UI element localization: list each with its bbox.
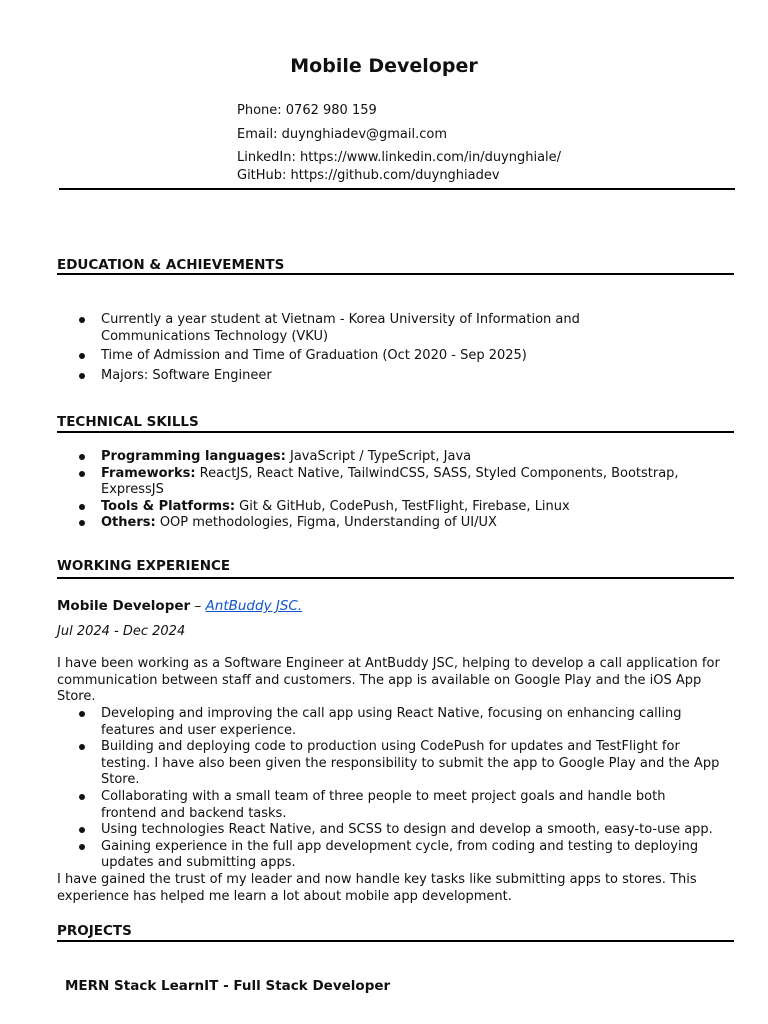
list-item: Tools & Platforms: Git & GitHub, CodePush, TestFlight, Firebase, Linux [101, 499, 679, 516]
list-item-continuation: ExpressJS [101, 482, 164, 498]
contact-github: GitHub: https://github.com/duynghiadev [237, 168, 500, 183]
job-dates: Jul 2024 - Dec 2024 [57, 624, 186, 639]
bullet-icon [79, 454, 85, 460]
list-item-continuation: features and user experience. [101, 722, 297, 738]
list-item-continuation: frontend and backend tasks. [101, 805, 287, 821]
job-title-line [57, 598, 302, 614]
company-link[interactable]: AntBuddy JSC. [205, 598, 303, 614]
section-heading-education: EDUCATION & ACHIEVEMENTS [57, 257, 285, 273]
bullet-icon [79, 353, 85, 359]
header-divider [59, 188, 735, 190]
section-heading-projects: PROJECTS [57, 923, 132, 939]
job-bullets [101, 706, 719, 872]
contact-linkedin: LinkedIn: https://www.linkedin.com/in/duynghiale/ [237, 150, 562, 165]
bullet-icon [79, 373, 85, 379]
bullet-icon [79, 744, 85, 750]
bullet-icon [79, 711, 85, 717]
bullet-icon [79, 317, 85, 323]
list-item: Gaining experience in the full app development cycle, from coding and testing to deploying [101, 839, 719, 856]
list-item-continuation: updates and submitting apps. [101, 855, 296, 871]
list-item: Using technologies React Native, and SCSS to design and develop a smooth, easy-to-use app. [101, 822, 719, 839]
project-title: MERN Stack LearnIT - Full Stack Developer [65, 978, 391, 994]
bullet-icon [79, 504, 85, 510]
list-item: Developing and improving the call app using React Native, focusing on enhancing calling [101, 706, 719, 723]
bullet-icon [79, 827, 85, 833]
bullet-icon [79, 794, 85, 800]
list-item: Collaborating with a small team of three people to meet project goals and handle both [101, 789, 719, 806]
section-divider-skills [57, 431, 734, 433]
section-heading-skills: TECHNICAL SKILLS [57, 414, 199, 430]
list-item: Time of Admission and Time of Graduation (Oct 2020 - Sep 2025) [101, 348, 580, 365]
contact-phone: Phone: 0762 980 159 [237, 103, 377, 118]
list-item-continuation: Communications Technology (VKU) [101, 328, 329, 344]
skills-list [101, 449, 679, 532]
list-item: Others: OOP methodologies, Figma, Understanding of UI/UX [101, 515, 679, 532]
list-item: Currently a year student at Vietnam - Korea University of Information and [101, 312, 580, 329]
section-divider-education [57, 273, 734, 275]
page-title: Mobile Developer [290, 55, 478, 77]
job-separator: – [190, 598, 206, 614]
list-item: Majors: Software Engineer [101, 368, 580, 385]
list-item: Building and deploying code to production using CodePush for updates and TestFlight for [101, 739, 719, 756]
section-divider-projects [57, 940, 734, 942]
list-item-continuation: testing. I have also been given the responsibility to submit the app to Google Play and the App [101, 755, 720, 771]
bullet-icon [79, 471, 85, 477]
section-heading-experience: WORKING EXPERIENCE [57, 558, 231, 574]
bullet-icon [79, 844, 85, 850]
list-item: Programming languages: JavaScript / TypeScript, Java [101, 449, 679, 466]
job-role: Mobile Developer [57, 598, 191, 614]
contact-email: Email: duynghiadev@gmail.com [237, 127, 448, 142]
list-item-continuation: Store. [101, 772, 140, 788]
section-divider-experience [57, 577, 734, 579]
job-outro: I have gained the trust of my leader and now handle key tasks like submitting apps to stores. This experience has helped me learn a lot about mobile app development. [57, 872, 697, 904]
bullet-icon [79, 520, 85, 526]
education-list [101, 312, 580, 384]
list-item: Frameworks: ReactJS, React Native, TailwindCSS, SASS, Styled Components, Bootstrap, [101, 466, 679, 483]
job-intro: I have been working as a Software Engineer at AntBuddy JSC, helping to develop a call application for communication between staff and customers. The app is available on Google Play and the iOS App Store. [57, 656, 720, 705]
